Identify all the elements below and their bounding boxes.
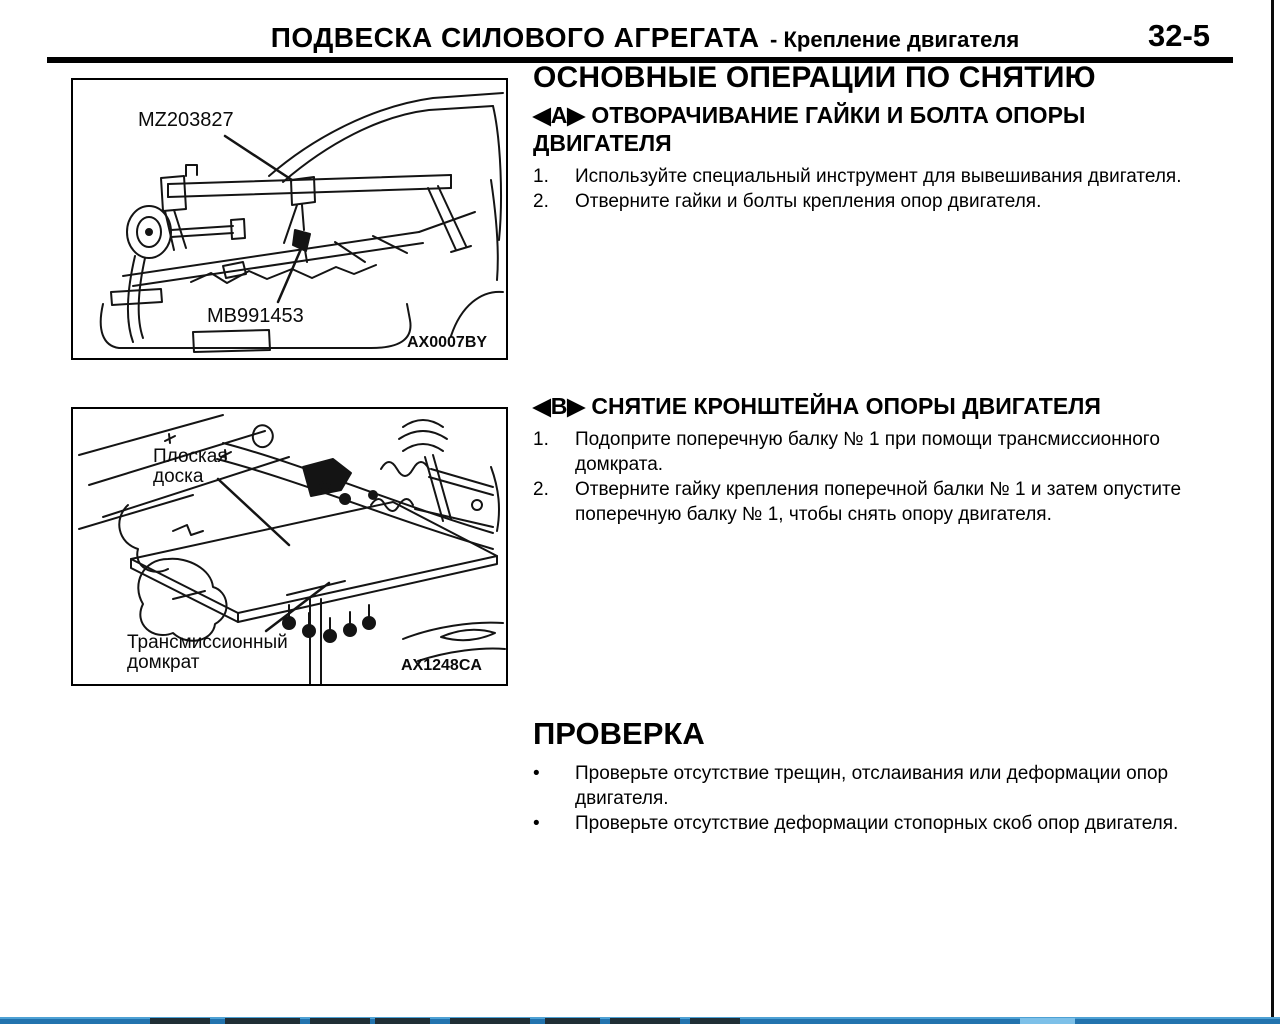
section-a-heading: ◀A▶ ОТВОРАЧИВАНИЕ ГАЙКИ И БОЛТА ОПОРЫ ДВИГАТЕЛЯ bbox=[533, 102, 1086, 156]
list-item bbox=[533, 761, 1201, 811]
figure-engine-support bbox=[71, 78, 508, 360]
figure-label-transmission-jack: Трансмиссионный домкрат bbox=[127, 632, 288, 673]
figure-label-flat-board: Плоская доска bbox=[153, 446, 228, 487]
section-inspection bbox=[533, 716, 1201, 836]
item-number: 1. bbox=[533, 166, 549, 187]
taskbar-segment[interactable] bbox=[375, 1018, 430, 1024]
taskbar-segment[interactable] bbox=[310, 1018, 370, 1024]
item-number: 1. bbox=[533, 429, 549, 450]
page-title bbox=[105, 22, 1185, 54]
section-main-removal bbox=[533, 60, 1201, 214]
taskbar-light-patch bbox=[1020, 1018, 1075, 1024]
main-heading: ОСНОВНЫЕ ОПЕРАЦИИ ПО СНЯТИЮ bbox=[533, 61, 1096, 94]
page-title-main: ПОДВЕСКА СИЛОВОГО АГРЕГАТА bbox=[270, 22, 760, 53]
page-title-sub: - Крепление двигателя bbox=[770, 27, 1020, 52]
list-item bbox=[533, 427, 1201, 477]
page-right-border bbox=[1271, 0, 1274, 1017]
section-bracket-removal bbox=[533, 392, 1201, 527]
item-text: Проверьте отсутствие трещин, отслаивания или деформации опор двигателя. bbox=[575, 763, 1169, 809]
bullet-marker: • bbox=[533, 763, 540, 784]
item-number: 2. bbox=[533, 479, 549, 500]
taskbar-segment[interactable] bbox=[450, 1018, 530, 1024]
taskbar-segment[interactable] bbox=[545, 1018, 600, 1024]
list-item bbox=[533, 477, 1201, 527]
item-text: Подоприте поперечную балку № 1 при помощи трансмиссионного домкрата. bbox=[575, 429, 1160, 475]
item-text: Используйте специальный инструмент для вывешивания двигателя. bbox=[575, 166, 1182, 187]
taskbar-segment[interactable] bbox=[150, 1018, 210, 1024]
figure-label-tool-number: MZ203827 bbox=[138, 109, 234, 131]
item-text: Отверните гайки и болты крепления опор двигателя. bbox=[575, 191, 1042, 212]
item-number: 2. bbox=[533, 191, 549, 212]
section-b-list bbox=[533, 427, 1201, 527]
section-a-list bbox=[533, 164, 1201, 214]
figure-transmission-jack bbox=[71, 407, 508, 686]
list-item bbox=[533, 164, 1201, 189]
taskbar-segment[interactable] bbox=[690, 1018, 740, 1024]
inspection-heading: ПРОВЕРКА bbox=[533, 716, 705, 751]
figure-code: AX0007BY bbox=[407, 334, 488, 351]
taskbar-segment[interactable] bbox=[225, 1018, 300, 1024]
figure-label-hook-number: MB991453 bbox=[207, 305, 304, 327]
section-b-heading: ◀B▶ СНЯТИЕ КРОНШТЕЙНА ОПОРЫ ДВИГАТЕЛЯ bbox=[533, 393, 1101, 419]
page-number: 32-5 bbox=[1148, 18, 1211, 53]
bullet-marker: • bbox=[533, 813, 540, 834]
figure-code: AX1248CA bbox=[401, 657, 482, 674]
list-item bbox=[533, 189, 1201, 214]
item-text: Отверните гайку крепления поперечной балки № 1 и затем опустите поперечную балку № 1, чтобы снять опору двигателя. bbox=[575, 479, 1182, 525]
taskbar-segment[interactable] bbox=[610, 1018, 680, 1024]
item-text: Проверьте отсутствие деформации стопорных скоб опор двигателя. bbox=[575, 813, 1179, 834]
inspection-list bbox=[533, 761, 1201, 836]
list-item bbox=[533, 811, 1201, 836]
taskbar[interactable] bbox=[0, 1017, 1280, 1024]
